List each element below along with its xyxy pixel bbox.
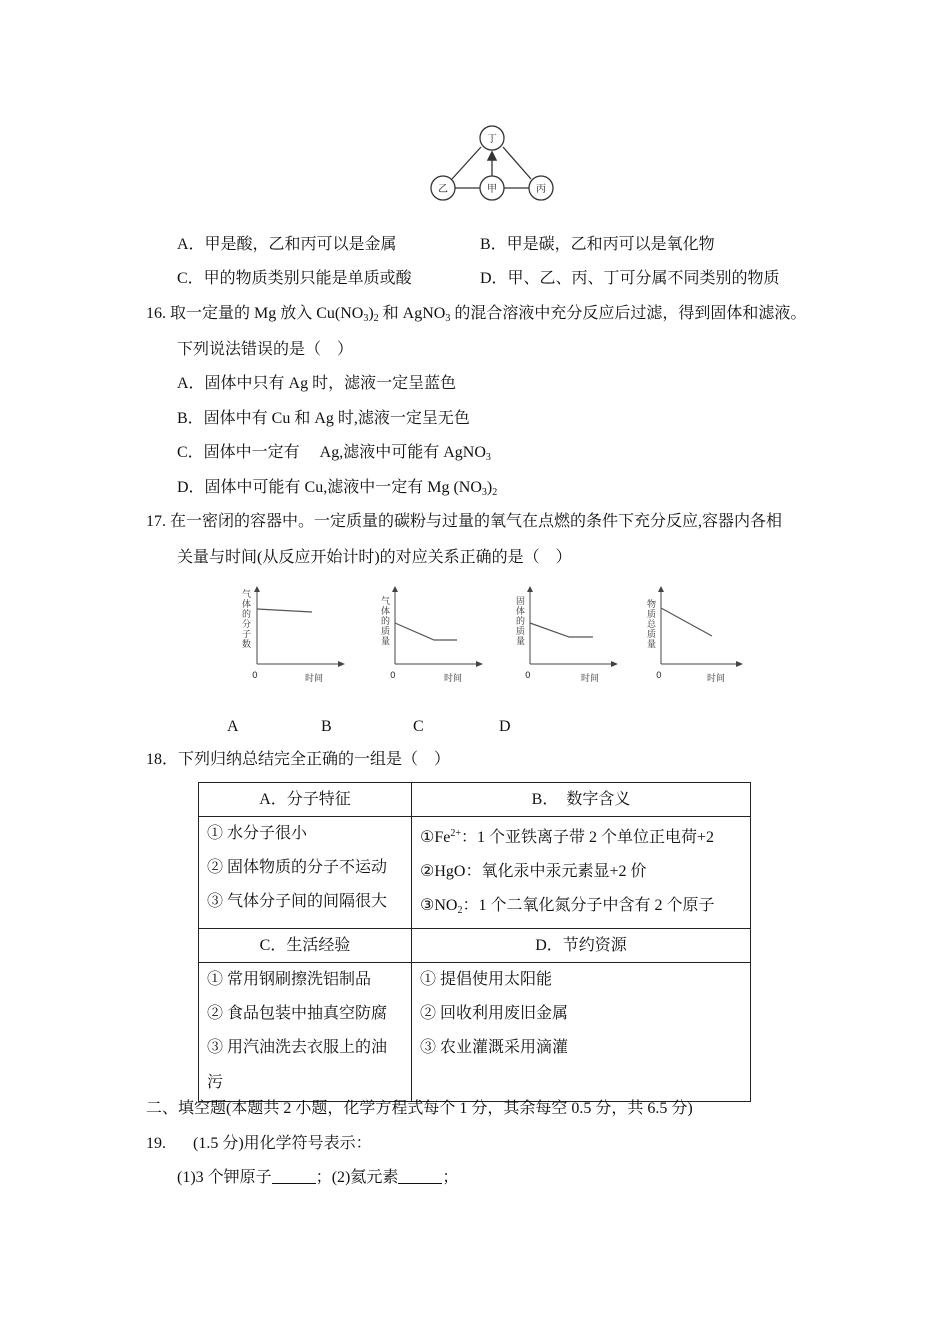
cell-a-item: ② 固体物质的分子不运动	[207, 859, 388, 876]
graph-b-curve	[395, 623, 457, 640]
graph-d	[654, 586, 750, 668]
q19-stem: (1.5 分)用化学符号表示：	[193, 1135, 372, 1152]
graph-d-curve	[661, 608, 712, 636]
cell-b-head: B． 数字含义	[412, 783, 751, 817]
q16-option-c: C．固体中一定有 Ag,滤液中可能有 AgNO$_3$	[177, 444, 491, 463]
cell-b-body	[412, 817, 751, 929]
q15-option-b: B．甲是碳，乙和丙可以是氧化物	[480, 236, 715, 253]
cell-a-head: A．分子特征	[199, 783, 412, 817]
q15-option-d: D．甲、乙、丙、丁可分属不同类别的物质	[480, 270, 780, 287]
cell-a-body	[199, 817, 412, 929]
graph-a-origin: 0	[252, 671, 258, 681]
graph-d-xarrow	[736, 661, 743, 667]
q17-stem-line2: 关量与时间(从反应开始计时)的对应关系正确的是（ ）	[177, 549, 572, 566]
graph-a-ylabel: 气体的分子数	[241, 590, 251, 650]
graph-d-xlabel: 时间	[707, 674, 726, 684]
graph-c-xarrow	[611, 661, 618, 667]
graph-c-curve	[530, 623, 593, 637]
graph-a-xarrow	[338, 661, 345, 667]
q18-stem: 18．下列归纳总结完全正确的一组是（ ）	[146, 751, 451, 768]
cell-b-item: ②HgO：氧化汞中汞元素显+2 价	[420, 863, 647, 880]
graph-letter-c: C	[413, 718, 424, 735]
cell-a-item: ① 水分子很小	[207, 825, 308, 842]
q16-prompt: 下列说法错误的是（ ）	[177, 341, 354, 358]
cell-d-head: D．节约资源	[412, 929, 751, 963]
summary-table	[198, 782, 751, 1102]
cell-c-body	[199, 963, 412, 1102]
graph-a-xlabel: 时间	[305, 674, 324, 684]
graph-a-yarrow	[254, 586, 260, 592]
q19-end: ；	[442, 1169, 459, 1186]
graph-b-ylabel: 气体的质量	[380, 597, 390, 647]
graph-b	[388, 586, 484, 668]
q16-option-b: B．固体中有 Cu 和 Ag 时,滤液一定呈无色	[177, 410, 470, 427]
q19-answer-blank-1[interactable]	[272, 1169, 316, 1184]
cell-c-item: ② 食品包装中抽真空防腐	[207, 1005, 388, 1022]
cell-d-body	[412, 963, 751, 1102]
graph-b-yarrow	[392, 586, 398, 592]
graph-letter-d: D	[499, 718, 511, 735]
cell-c-item: ③ 用汽油洗去衣服上的油	[207, 1039, 388, 1056]
q19-answer-blank-2[interactable]	[398, 1169, 442, 1184]
graph-letter-a: A	[227, 718, 239, 735]
graph-b-origin: 0	[390, 671, 396, 681]
cell-c-head: C．生活经验	[199, 929, 412, 963]
q17-stem-line1: 17. 在一密闭的容器中。一定质量的碳粉与过量的氧气在点燃的条件下充分反应,容器内各相	[146, 513, 783, 530]
q16-option-a: A．固体中只有 Ag 时，滤液一定呈蓝色	[177, 375, 457, 392]
graph-b-xlabel: 时间	[444, 674, 463, 684]
cell-d-item: ② 回收利用废旧金属	[420, 1005, 569, 1022]
graph-d-yarrow	[658, 586, 664, 592]
edge-ding-bing	[503, 147, 531, 179]
node-yi-label: 乙	[438, 184, 448, 195]
cell-c-item: ① 常用钢刷擦洗铝制品	[207, 971, 372, 988]
relation-diagram	[425, 122, 560, 206]
graph-d-ylabel: 物质总质量	[646, 600, 656, 650]
graph-d-origin: 0	[656, 671, 662, 681]
q19-parts	[177, 1168, 458, 1188]
graph-a	[250, 586, 346, 668]
q16-option-d: D．固体中可能有 Cu,滤液中一定有 Mg $(NO_3)_2$	[177, 479, 498, 498]
cell-d-item: ③ 农业灌溉采用滴灌	[420, 1039, 569, 1056]
graph-letter-b: B	[321, 718, 332, 735]
graph-a-curve	[257, 609, 312, 612]
cell-b-item: $③NO_2$：1 个二氧化氮分子中含有 2 个原子	[420, 897, 715, 916]
cell-d-item: ① 提倡使用太阳能	[420, 971, 553, 988]
node-bing-label: 丙	[536, 184, 546, 195]
q19-number: 19.	[146, 1135, 166, 1152]
node-ding-label: 丁	[487, 134, 497, 145]
graph-c-xlabel: 时间	[581, 674, 600, 684]
q15-option-c: C．甲的物质类别只能是单质或酸	[177, 270, 412, 287]
cell-c-item: 污	[207, 1074, 224, 1091]
q16-stem: 16. 取一定量的 Mg 放入 $Cu(NO_3)_2$ 和 AgNO$_3$ 的混合溶液中充分反应后过滤，得到固体和滤液。	[146, 305, 807, 324]
cell-a-item: ③ 气体分子间的间隔很大	[207, 893, 388, 910]
q19-part2-label: (2)氦元素	[331, 1169, 399, 1186]
graph-b-xarrow	[476, 661, 483, 667]
cell-b-item: $①Fe^{2+}$：1 个亚铁离子带 2 个单位正电荷+2	[420, 828, 715, 846]
q15-option-a: A．甲是酸，乙和丙可以是金属	[177, 236, 397, 253]
node-jia-label: 甲	[487, 184, 497, 195]
q19-part1-label: (1)3 个钾原子	[177, 1169, 272, 1186]
graph-c-yarrow	[527, 586, 533, 592]
section-2-title: 二、填空题(本题共 2 小题，化学方程式每个 1 分，其余每空 0.5 分，共 6.5 分)	[146, 1100, 693, 1117]
graph-c-origin: 0	[525, 671, 531, 681]
graph-c-ylabel: 固体的质量	[515, 597, 525, 647]
q19-separator: ；	[315, 1169, 332, 1186]
edge-ding-yi	[452, 147, 481, 179]
graph-c	[523, 586, 619, 668]
